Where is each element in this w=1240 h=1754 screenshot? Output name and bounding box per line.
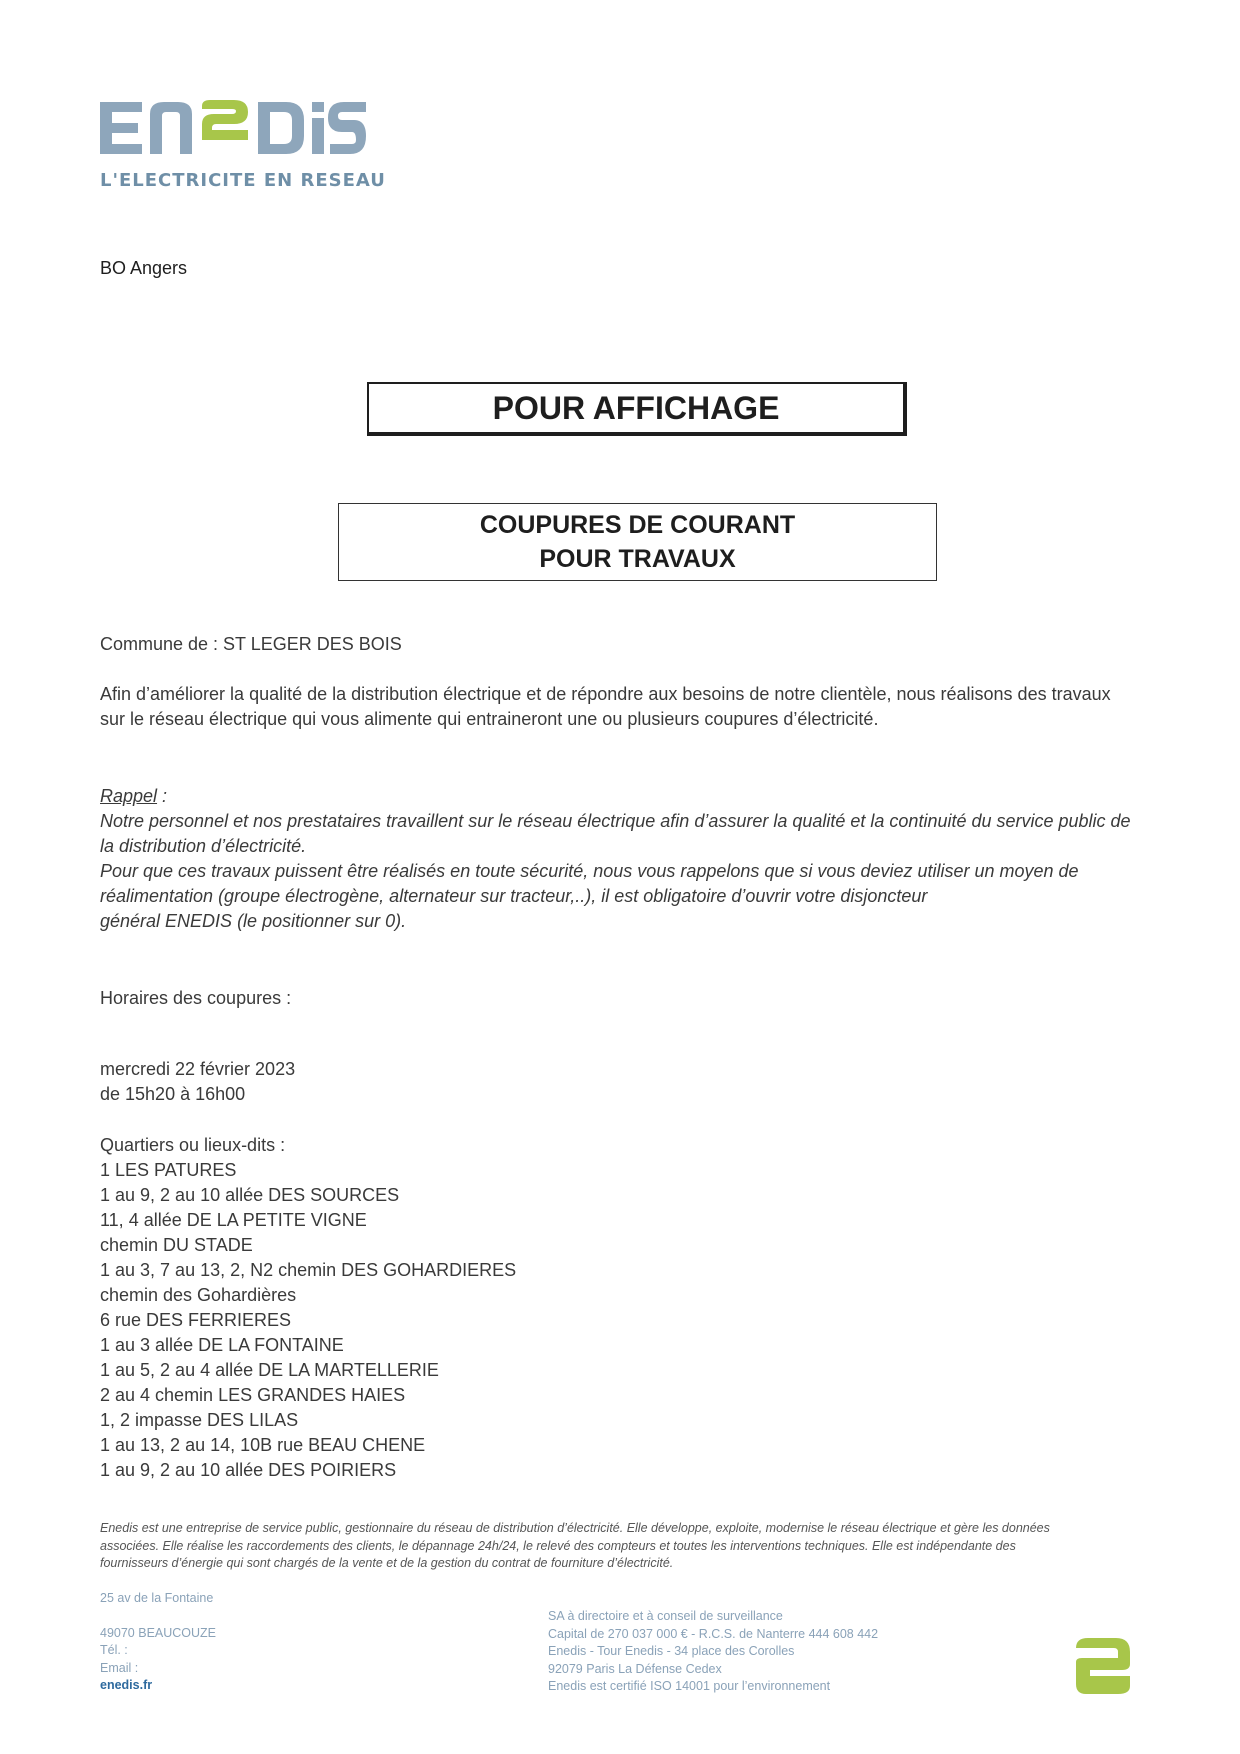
outage-time: de 15h20 à 16h00	[100, 1084, 246, 1104]
reminder-paragraph-2-line-2: réalimentation (groupe électrogène, alternateur sur tracteur,..), il est obligatoire d’ouvrir votre disjoncteur	[100, 886, 928, 906]
places-block	[100, 1133, 516, 1483]
legal-line: 92079 Paris La Défense Cedex	[548, 1661, 722, 1676]
list-item: 1 LES PATURES	[100, 1160, 237, 1180]
outage-date: mercredi 22 février 2023	[100, 1059, 296, 1079]
legal-line: Enedis - Tour Enedis - 34 place des Corolles	[548, 1644, 795, 1658]
reminder-paragraph-1: Notre personnel et nos prestataires travaillent sur le réseau électrique afin d’assurer la qualité et la continuité du service public de la distribution d’électricité.	[100, 811, 1131, 856]
display-notice-title: POUR AFFICHAGE	[492, 389, 780, 426]
commune-line: Commune de : ST LEGER DES BOIS	[100, 634, 402, 654]
display-notice-box	[367, 382, 907, 436]
list-item: 11, 4 allée DE LA PETITE VIGNE	[100, 1210, 367, 1230]
schedule-label: Horaires des coupures :	[100, 988, 292, 1008]
reminder-paragraph-2-line-3: général ENEDIS (le positionner sur 0).	[100, 911, 407, 931]
footer-legal	[548, 1608, 878, 1696]
list-item: 1 au 3, 7 au 13, 2, N2 chemin DES GOHARDIERES	[100, 1260, 517, 1280]
company-description	[100, 1520, 1140, 1573]
notice-heading-box	[338, 503, 937, 581]
schedule-block	[100, 1057, 295, 1107]
notice-heading-line1: COUPURES DE COURANT	[479, 511, 796, 539]
enedis-logo-wordmark	[98, 96, 368, 160]
logo-tagline: L'ELECTRICITE EN RESEAU	[100, 170, 386, 191]
website-link[interactable]: enedis.fr	[100, 1678, 153, 1692]
office-name: BO Angers	[100, 258, 188, 278]
intro-paragraph: Afin d’améliorer la qualité de la distribution électrique et de répondre aux besoins de notre clientèle, nous réalisons des travaux sur le réseau électrique qui vous alimente qui entraineront une ou plusieurs coupures d’électricité.	[100, 684, 1111, 729]
address-email: Email :	[100, 1660, 139, 1675]
enedis-logo	[98, 96, 398, 191]
list-item: 6 rue DES FERRIERES	[100, 1310, 292, 1330]
list-item: chemin des Gohardières	[100, 1285, 297, 1305]
legal-line: Enedis est certifié ISO 14001 pour l’environnement	[548, 1679, 831, 1693]
company-description-line-2: associées. Elle réalise les raccordements des clients, le dépannage 24h/24, le relevé des compteurs et toutes les interventions techniques. Elle est indépendante des	[100, 1538, 1016, 1553]
list-item: 1 au 3 allée DE LA FONTAINE	[100, 1335, 344, 1355]
reminder-section: Rappel : Notre personnel et nos prestataires travaillent sur le réseau électrique afin d’assurer la qualité et la continuité du service public de la distribution d’électricité. Pour que ces travaux puissent être réalisés en toute sécurité, nous vous rappelons que si vous deviez utiliser un moyen de réalimentation (groupe électrogène, alternateur sur tracteur,..), il est obligatoire d’ouvrir votre disjoncteur général ENEDIS (le positionner sur 0).	[100, 784, 1140, 934]
address-street: 25 av de la Fontaine	[100, 1591, 214, 1605]
legal-line: Capital de 270 037 000 € - R.C.S. de Nanterre 444 608 442	[548, 1626, 879, 1641]
list-item: 1 au 13, 2 au 14, 10B rue BEAU CHENE	[100, 1435, 426, 1455]
list-item: 1 au 9, 2 au 10 allée DES POIRIERS	[100, 1460, 397, 1480]
address-city: 49070 BEAUCOUZE	[100, 1625, 217, 1640]
list-item: 1, 2 impasse DES LILAS	[100, 1410, 299, 1430]
list-item: 1 au 9, 2 au 10 allée DES SOURCES	[100, 1185, 400, 1205]
footer-address	[100, 1590, 216, 1695]
list-item: chemin DU STADE	[100, 1235, 253, 1255]
address-tel: Tél. :	[100, 1643, 128, 1657]
enedis-symbol-icon	[1072, 1636, 1132, 1701]
places-label: Quartiers ou lieux-dits :	[100, 1135, 286, 1155]
company-description-line-3: fournisseurs d’énergie qui sont chargés de la vente et de la gestion du contrat de fourniture d’électricité.	[100, 1556, 674, 1570]
company-description-line-1: Enedis est une entreprise de service public, gestionnaire du réseau de distribution d’électricité. Elle développe, exploite, modernise le réseau électrique et gère les données	[100, 1521, 1050, 1535]
reminder-paragraph-2-line-1: Pour que ces travaux puissent être réalisés en toute sécurité, nous vous rappelons que si vous deviez utiliser un moyen de	[100, 861, 1079, 881]
list-item: 1 au 5, 2 au 4 allée DE LA MARTELLERIE	[100, 1360, 439, 1380]
notice-heading-line2: POUR TRAVAUX	[539, 545, 736, 573]
legal-line: SA à directoire et à conseil de surveillance	[548, 1609, 783, 1623]
reminder-title: Rappel	[100, 786, 158, 806]
list-item: 2 au 4 chemin LES GRANDES HAIES	[100, 1385, 406, 1405]
